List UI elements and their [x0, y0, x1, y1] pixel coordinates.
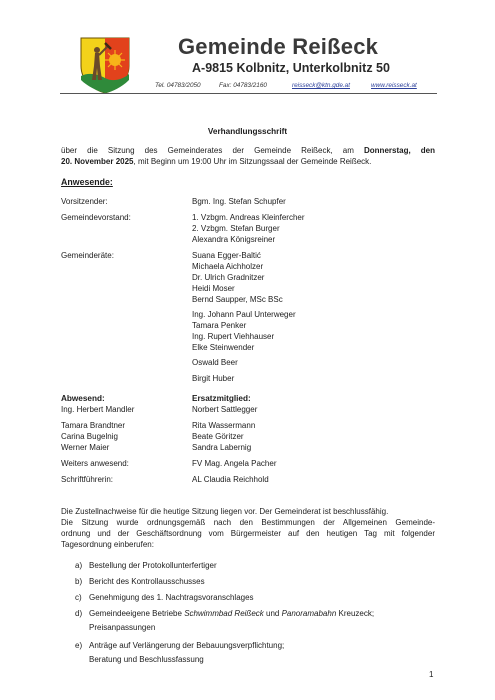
attendees-heading: Anwesende:: [61, 177, 113, 187]
board-member: 2. Vzbgm. Stefan Burger: [192, 224, 280, 233]
council-member: Birgit Huber: [192, 374, 235, 383]
intro-line-1: über die Sitzung des Gemeinderates der Gemeinde Reißeck, am Donnerstag, den: [61, 146, 435, 155]
council-member: Tamara Penker: [192, 321, 247, 330]
header-divider: [60, 93, 437, 94]
also-present-name: FV Mag. Angela Pacher: [192, 459, 277, 468]
agenda-item-continuation: Beratung und Beschlussfassung: [89, 655, 204, 664]
council-member: Dr. Ulrich Gradnitzer: [192, 273, 265, 282]
council-member: Heidi Moser: [192, 284, 235, 293]
absent-member: Ing. Herbert Mandler: [61, 405, 135, 414]
also-present-label: Weiters anwesend:: [61, 459, 129, 468]
council-member: Elke Steinwender: [192, 343, 255, 352]
page-number: 1: [429, 670, 434, 679]
council-member: Bernd Saupper, MSc BSc: [192, 295, 283, 304]
municipality-title: Gemeinde Reißeck: [178, 34, 379, 59]
recorder-name: AL Claudia Reichhold: [192, 475, 269, 484]
municipality-address: A-9815 Kolbnitz, Unterkolbnitz 50: [192, 61, 390, 75]
council-member: Suana Egger-Baltić: [192, 251, 261, 260]
body-line: Die Zustellnachweise für die heutige Sitzung liegen vor. Der Gemeinderat ist beschlussfähig.: [61, 507, 389, 516]
absent-member: Carina Bugelnig: [61, 432, 118, 441]
board-label: Gemeindevorstand:: [61, 213, 131, 222]
chair-label: Vorsitzender:: [61, 197, 108, 206]
council-member: Ing. Rupert Viehhauser: [192, 332, 275, 341]
council-label: Gemeinderäte:: [61, 251, 114, 260]
email-link[interactable]: reisseck@ktn.gde.at: [292, 82, 350, 89]
intro-line-2: 20. November 2025, mit Beginn um 19:00 Uhr im Sitzungssaal der Gemeinde Reißeck.: [61, 157, 372, 166]
agenda-item: e) Anträge auf Verlängerung der Bebauungsverpflichtung;: [75, 641, 285, 650]
council-member: Michaela Aichholzer: [192, 262, 264, 271]
council-member: Ing. Johann Paul Unterweger: [192, 310, 296, 319]
agenda-item: c) Genehmigung des 1. Nachtragsvoranschlages: [75, 593, 254, 602]
agenda-item: b) Bericht des Kontrollausschusses: [75, 577, 205, 586]
body-line: Die Sitzung wurde ordnungsgemäß nach den Bestimmungen der Allgemeinen Gemeinde-: [61, 518, 435, 527]
substitute-heading: Ersatzmitglied:: [192, 394, 251, 403]
substitute-member: Norbert Sattlegger: [192, 405, 258, 414]
fax-number: Fax: 04783/2160: [219, 82, 267, 89]
body-line: Tagesordnung einberufen:: [61, 540, 154, 549]
document-title: Verhandlungsschrift: [207, 127, 288, 136]
absent-member: Werner Maier: [61, 443, 110, 452]
phone-number: Tel. 04783/2050: [155, 82, 201, 89]
coat-of-arms-logo: [78, 36, 132, 94]
body-line: ordnung und der Geschäftsordnung vom Bürgermeister auf den heutigen Tag mit folgender: [61, 529, 435, 538]
absent-heading: Abwesend:: [61, 394, 105, 403]
board-member: 1. Vzbgm. Andreas Kleinfercher: [192, 213, 305, 222]
agenda-item: a) Bestellung der Protokollunterfertiger: [75, 561, 217, 570]
agenda-item: d) Gemeindeeigene Betriebe Schwimmbad Reißeck und Panoramabahn Kreuzeck;: [75, 609, 375, 618]
substitute-member: Sandra Labernig: [192, 443, 252, 452]
substitute-member: Rita Wassermann: [192, 421, 256, 430]
absent-member: Tamara Brandtner: [61, 421, 126, 430]
substitute-member: Beate Göritzer: [192, 432, 244, 441]
chair-name: Bgm. Ing. Stefan Schupfer: [192, 197, 286, 206]
council-member: Oswald Beer: [192, 358, 238, 367]
board-member: Alexandra Königsreiner: [192, 235, 276, 244]
website-link[interactable]: www.reisseck.at: [371, 82, 417, 89]
recorder-label: Schriftführerin:: [61, 475, 114, 484]
agenda-item-continuation: Preisanpassungen: [89, 623, 156, 632]
